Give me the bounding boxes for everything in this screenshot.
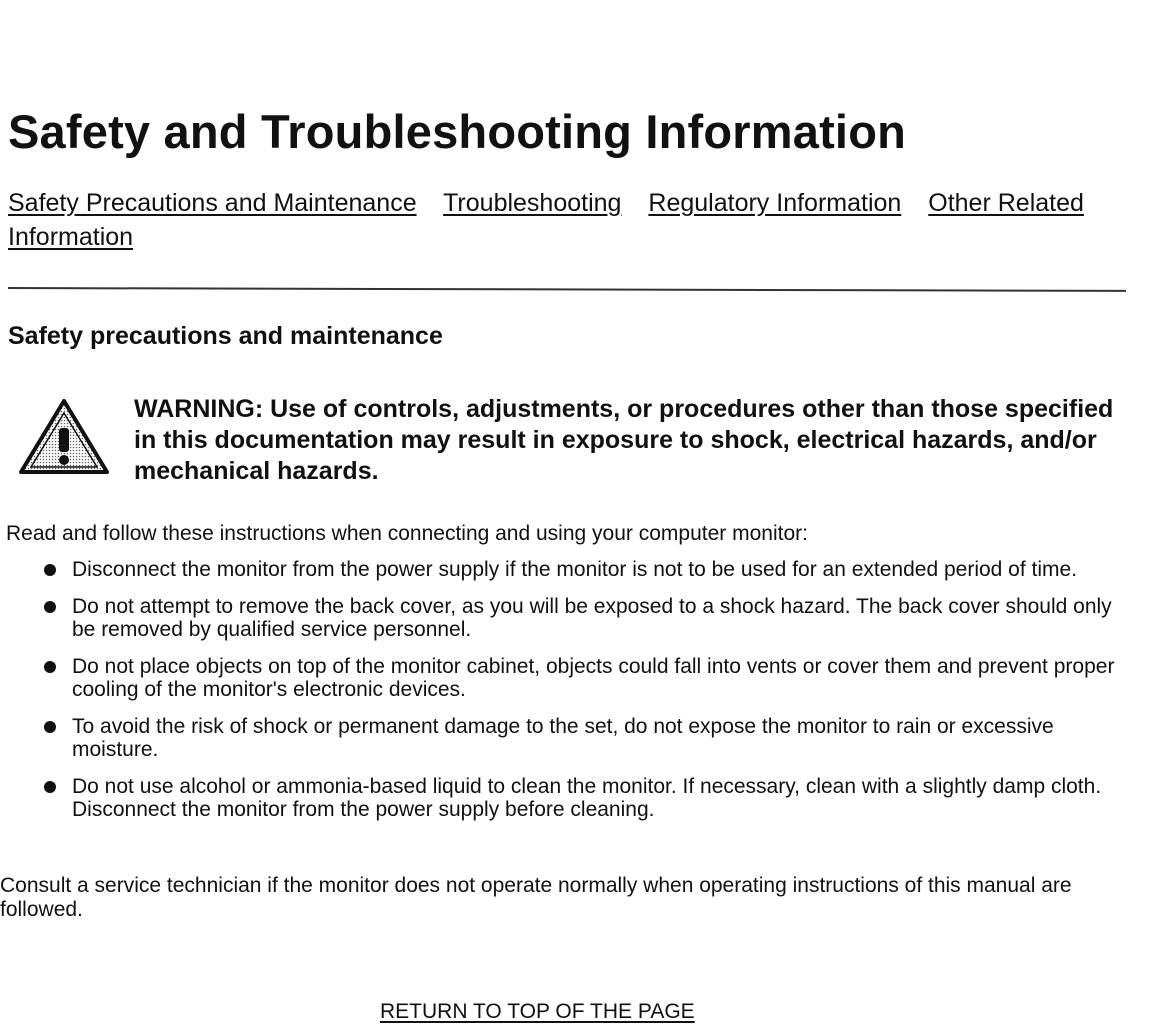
divider bbox=[8, 287, 1126, 292]
warning-text: WARNING: Use of controls, adjustments, or procedures other than those specified in this documentation may result in exposure to shock, electrical hazards, and/or mechanical hazards. bbox=[134, 395, 1114, 485]
nav-link-safety-precautions[interactable]: Safety Precautions and Maintenance bbox=[8, 189, 417, 217]
bullet-icon bbox=[44, 721, 56, 733]
nav-link-regulatory-information[interactable]: Regulatory Information bbox=[648, 189, 902, 217]
list-item bbox=[40, 775, 1120, 821]
section-heading: Safety precautions and maintenance bbox=[8, 322, 443, 350]
list-item-text: Do not attempt to remove the back cover, as you will be exposed to a shock hazard. The back cover should only be removed by qualified service personnel. bbox=[72, 595, 1112, 641]
list-item-text: Do not use alcohol or ammonia-based liquid to clean the monitor. If necessary, clean with a slightly damp cloth. Disconnect the monitor from the power supply before cleaning. bbox=[72, 775, 1102, 821]
warning-triangle-icon bbox=[18, 398, 110, 476]
list-item bbox=[40, 655, 1120, 701]
list-item bbox=[40, 595, 1120, 641]
intro-text: Read and follow these instructions when connecting and using your computer monitor: bbox=[6, 522, 808, 545]
section-nav bbox=[8, 186, 1098, 254]
list-item bbox=[40, 558, 1120, 581]
nav-link-other-related-information[interactable]: Other Related Information bbox=[8, 189, 1084, 251]
return-to-top-link[interactable]: RETURN TO TOP OF THE PAGE bbox=[380, 1000, 695, 1023]
page-title: Safety and Troubleshooting Information bbox=[8, 105, 907, 158]
nav-link-troubleshooting[interactable]: Troubleshooting bbox=[443, 189, 622, 217]
bullet-icon bbox=[44, 601, 56, 613]
bullet-icon bbox=[44, 781, 56, 793]
list-item-text: Do not place objects on top of the monitor cabinet, objects could fall into vents or cover them and prevent proper cooling of the monitor's electronic devices. bbox=[72, 655, 1115, 701]
bullet-icon bbox=[44, 661, 56, 673]
list-item bbox=[40, 715, 1120, 761]
precautions-list bbox=[40, 558, 1120, 835]
list-item-text: Disconnect the monitor from the power supply if the monitor is not to be used for an extended period of time. bbox=[72, 558, 1078, 581]
consult-text: Consult a service technician if the monitor does not operate normally when operating instructions of this manual are followed. bbox=[0, 874, 1072, 921]
list-item-text: To avoid the risk of shock or permanent damage to the set, do not expose the monitor to rain or excessive moisture. bbox=[72, 715, 1054, 761]
bullet-icon bbox=[44, 564, 56, 576]
